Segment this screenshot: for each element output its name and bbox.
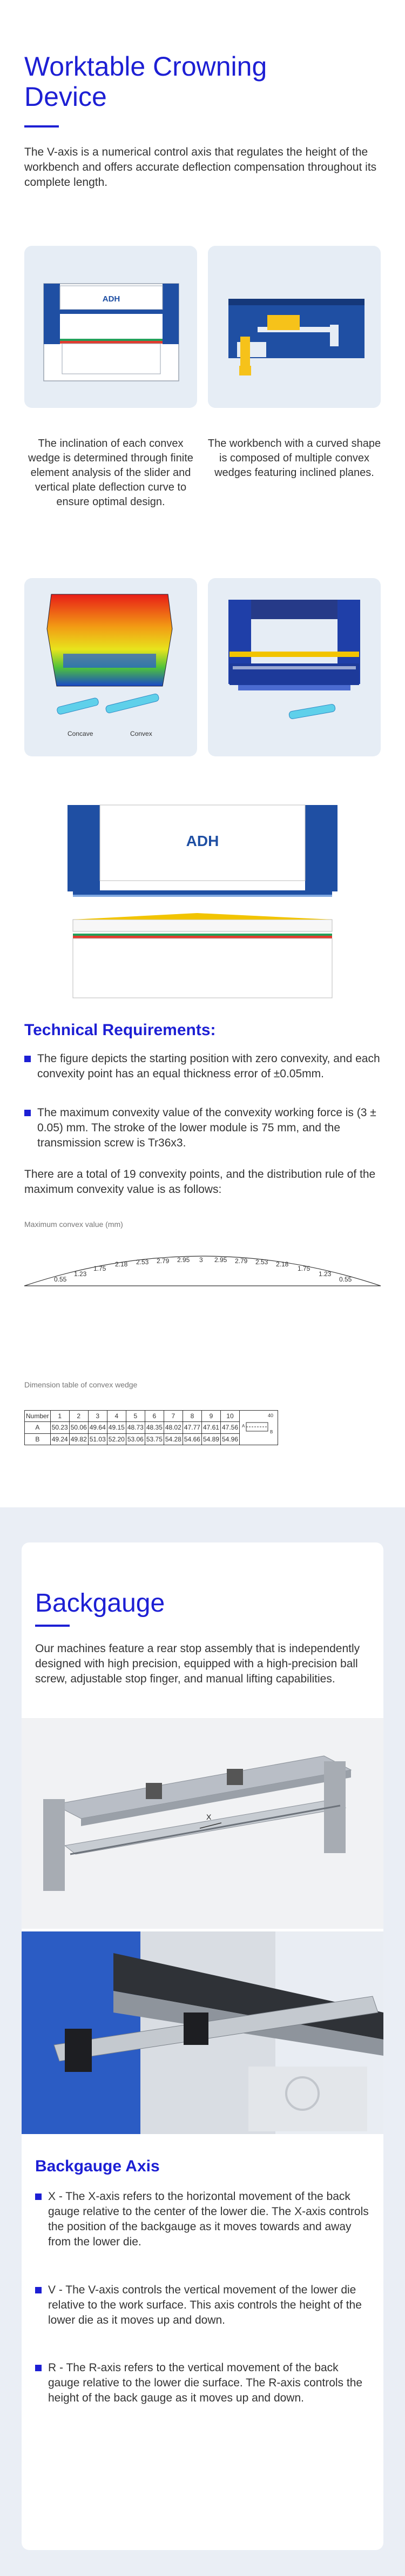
convex-curve-svg: [24, 1232, 381, 1297]
axis-bullet-x: X - The X-axis refers to the horizontal movement of the back gauge relative to the center of the lower die. The X-axis controls the position of the backgauge as it moves towards and away from the lower die.: [35, 2189, 370, 2250]
backgauge-section: [0, 1507, 405, 2576]
fea-card: [24, 578, 197, 756]
convex-curve: [24, 1232, 381, 1297]
backgauge-intro: Our machines feature a rear stop assembly that is independently designed with high precision, equipped with a high-precision ball screw, adjustable stop finger, and manual lifting capabilities.: [35, 1642, 360, 1685]
worktable-section-card: [208, 246, 381, 408]
svg-text:1.75: 1.75: [93, 1265, 106, 1272]
backgauge-title: Backgauge: [35, 1589, 165, 1618]
svg-text:1.23: 1.23: [319, 1270, 332, 1278]
svg-text:A: A: [242, 1424, 245, 1428]
svg-text:0.55: 0.55: [339, 1276, 352, 1283]
press-front-card: [24, 246, 197, 408]
svg-text:0.55: 0.55: [54, 1276, 67, 1283]
label-concave: Concave: [68, 730, 93, 737]
svg-text:2.79: 2.79: [235, 1257, 248, 1265]
bullet-square: [24, 1056, 31, 1062]
svg-text:B: B: [270, 1430, 273, 1434]
convex-wedge-table: Number 1 2 3 4 5 6 7 8 9 10 40 A B A 50.23 50.06 49.64 49.15 48.73 48.35 48.02 47.77 47.61 47.56 B 49.24 49.82 51.03 52.20 53.06 53.75 54.28 54.66 54.89 54.96: [24, 1410, 278, 1445]
label-convex: Convex: [130, 730, 152, 737]
svg-text:2.53: 2.53: [136, 1258, 149, 1266]
tech-bullet-2: The maximum convexity value of the convexity working force is (3 ± 0.05) mm. The stroke of the lower module is 75 mm, and the transmission screw is Tr36x3.: [24, 1105, 381, 1151]
crowning-assembly-svg: [62, 794, 343, 1005]
svg-text:2.53: 2.53: [255, 1258, 268, 1266]
backgauge-machine-svg: [22, 1931, 383, 2134]
axis-bullet-r: R - The R-axis refers to the vertical movement of the back gauge relative to the lower die surface. The R-axis controls the height of the back gauge as it moves up and down.: [35, 2360, 370, 2406]
backgauge-assembly-photo: [22, 1718, 383, 1929]
bullet-square: [35, 2193, 42, 2200]
curve-title: Maximum convex value (mm): [24, 1220, 123, 1229]
convexity-note: There are a total of 19 convexity points, and the distribution rule of the maximum convexity value is as follows:: [24, 1168, 376, 1196]
fea-drawing: [24, 578, 197, 756]
press-front-drawing: [24, 246, 197, 408]
backgauge-machine-photo: [22, 1931, 383, 2134]
backgauge-underline: [35, 1625, 70, 1627]
svg-text:2.95: 2.95: [214, 1256, 227, 1264]
bullet-square: [35, 2365, 42, 2371]
machine-wedges-card: [208, 578, 381, 756]
axis-bullet-v: V - The V-axis controls the vertical movement of the lower die relative to the work surface. This axis controls the height of the lower die as it moves up and down.: [35, 2283, 370, 2328]
crowning-assembly-drawing: [62, 794, 343, 1005]
caption-inclination: The inclination of each convex wedge is determined through finite element analysis of the slider and vertical plate deflection curve to ensure optimal design.: [28, 438, 193, 508]
backgauge-axis-heading: Backgauge Axis: [35, 2157, 160, 2175]
press-brand: ADH: [102, 294, 120, 304]
bullet-square: [35, 2287, 42, 2293]
crowning-intro: The V-axis is a numerical control axis that regulates the height of the workbench and offers accurate deflection compensation throughout its complete length.: [24, 146, 377, 189]
backgauge-assembly-svg: [22, 1718, 383, 1929]
worktable-section-drawing: [208, 246, 381, 408]
svg-text:2.95: 2.95: [177, 1256, 190, 1264]
wedge-diagram: [240, 1411, 278, 1445]
title-underline: [24, 125, 59, 128]
backgauge-card: [22, 1542, 383, 2550]
svg-text:2.18: 2.18: [276, 1260, 289, 1268]
bullet-square: [24, 1110, 31, 1116]
svg-text:1.23: 1.23: [74, 1270, 87, 1278]
caption-workbench: The workbench with a curved shape is composed of multiple convex wedges featuring inclined planes.: [207, 438, 381, 479]
svg-text:2.79: 2.79: [157, 1257, 170, 1265]
table-title: Dimension table of convex wedge: [24, 1380, 138, 1389]
crowning-title: Worktable Crowning Device: [24, 51, 267, 112]
machine-wedges-drawing: [208, 578, 381, 756]
svg-text:1.75: 1.75: [298, 1265, 310, 1272]
svg-text:2.18: 2.18: [115, 1260, 128, 1268]
svg-text:3: 3: [199, 1256, 203, 1264]
tech-heading: Technical Requirements:: [24, 1021, 216, 1039]
svg-text:40: 40: [268, 1413, 274, 1418]
tech-bullet-1: The figure depicts the starting position with zero convexity, and each convexity point has an equal thickness error of ±0.05mm.: [24, 1051, 381, 1082]
x-axis-label: X: [206, 1813, 212, 1821]
assembly-brand: ADH: [186, 833, 219, 849]
